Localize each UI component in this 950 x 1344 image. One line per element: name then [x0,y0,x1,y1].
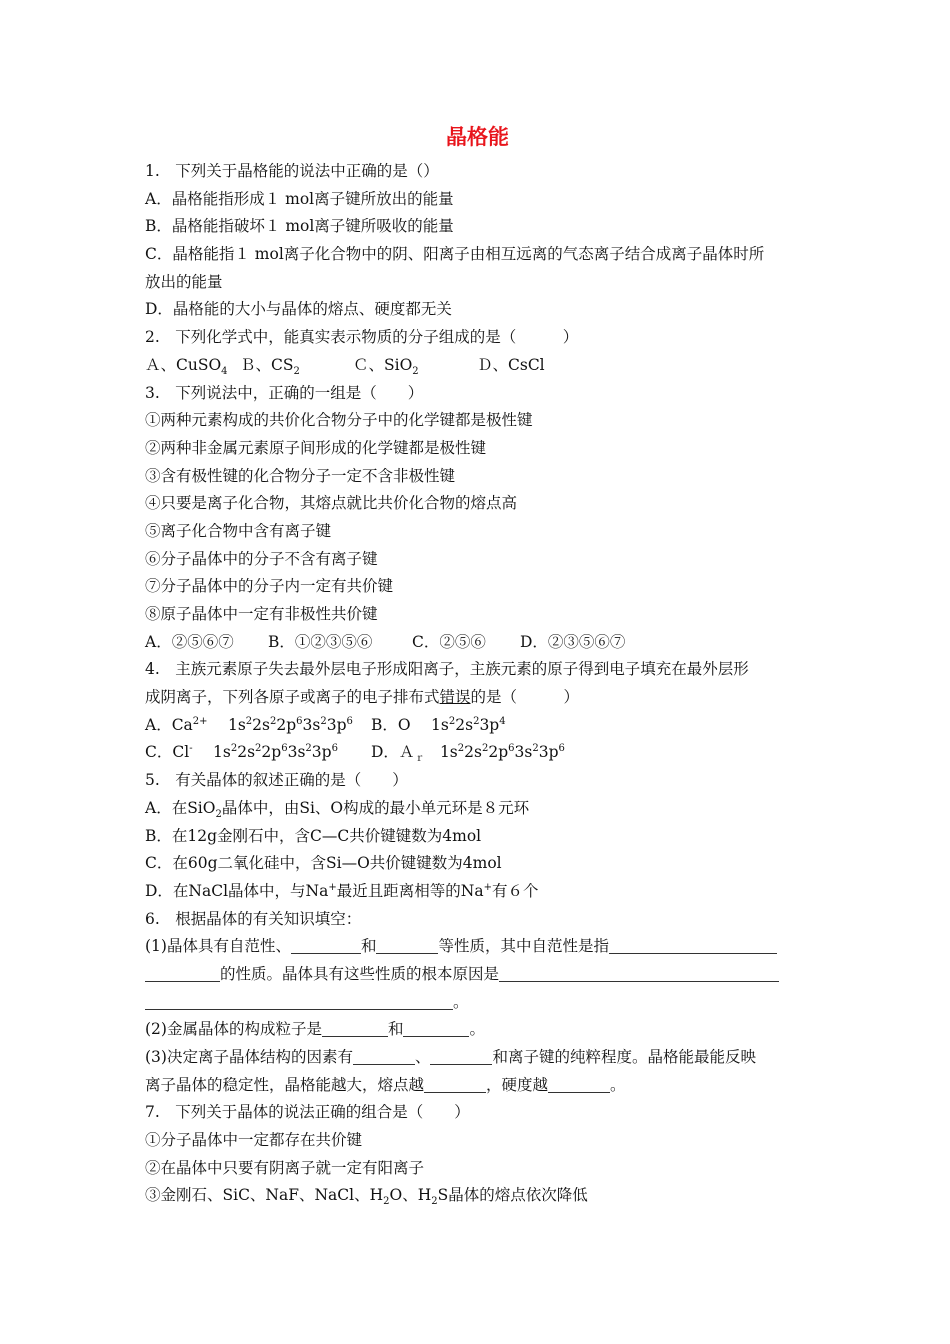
q6-blank-2[interactable] [376,937,438,954]
q1-stem: 1. 下列关于晶格能的说法中正确的是（） [145,162,439,180]
q6-blank-10[interactable] [548,1076,610,1093]
q4-stem-line1: 4. 主族元素原子失去最外层电子形成阳离子，主族元素的原子得到电子填充在最外层形 [145,660,749,679]
q2-option-b: Ｂ、$CS_2$ [240,355,300,377]
q3-statement-8: ⑧原子晶体中一定有非极性共价键 [145,605,378,623]
q6-blank-6[interactable] [403,1020,469,1037]
q5-option-c: C．在60g二氧化硅中，含Si—O共价键键数为4mol [145,854,502,873]
q5-option-d: D．在NaCl晶体中，与Na+最近且距离相等的Na+有６个 [145,881,539,900]
q6-part2: (2)金属晶体的构成粒子是 和 。 [145,1020,485,1039]
q6-blank-8[interactable] [430,1048,492,1065]
q4-option-b: B．O $1s^22s^23p^4$ [371,715,506,734]
q1-option-a: A．晶格能指形成１ mol离子键所放出的能量 [145,189,454,208]
page-title: 晶格能 [446,125,509,149]
q6-blank-7[interactable] [353,1048,415,1065]
q7-statement-1: ①分子晶体中一定都存在共价键 [145,1131,363,1150]
q3-statement-7: ⑦分子晶体中的分子内一定有共价键 [145,577,394,596]
q6-blank-3[interactable] [609,937,777,954]
q2-option-c: Ｃ、SiO$_2$ [353,355,419,377]
q2-option-d: Ｄ、CsCl [477,355,545,374]
q6-blank-3-cont[interactable] [145,965,220,982]
q7-statement-2: ②在晶体中只要有阴离子就一定有阳离子 [145,1158,425,1177]
q5-stem: 5. 有关晶体的叙述正确的是（ ） [145,771,408,790]
q1-option-d: D．晶格能的大小与晶体的熔点、硬度都无关 [145,300,452,319]
q6-part1-line2: 的性质。晶体具有这些性质的根本原因是 [145,961,810,989]
q6-blank-4-cont[interactable] [145,993,453,1010]
q3-statement-6: ⑥分子晶体中的分子不含有离子键 [145,549,378,568]
q3-statement-3: ③含有极性键的化合物分子一定不含非极性键 [145,466,456,485]
q3-option-d: D．②③⑤⑥⑦ [520,632,626,651]
q2-options [145,352,810,380]
q4-option-c: C．Cl- $1s^22s^22p^63s^23p^6$ [145,743,338,762]
q5-option-b: B．在12g金刚石中，含C—C共价键键数为4mol [145,826,482,845]
q4-option-d: D．Ａ$_r$ $1s^22s^22p^63s^23p^6$ [371,743,565,765]
q7-stem: 7. 下列关于晶体的说法正确的组合是（ ） [145,1103,470,1122]
q6-blank-9[interactable] [424,1076,486,1093]
q6-blank-5[interactable] [322,1020,388,1037]
q6-part1-line3: 。 [145,989,810,1017]
q2-stem: 2. 下列化学式中，能真实表示物质的分子组成的是（ ） [145,328,579,347]
q3-stem: 3. 下列说法中，正确的一组是（ ） [145,383,424,402]
q4-option-a: A．$Ca^{2+}$ $1s^22s^22p^63s^23p^6$ [145,715,353,734]
q4-options-cd [145,739,810,767]
q3-statement-1: ①两种元素构成的共价化合物分子中的化学键都是极性键 [145,411,533,430]
q3-options [145,629,810,657]
q4-stem-line2: 成阴离子，下列各原子或离子的电子排布式错误的是（ ） [145,688,580,707]
q6-part3-line1: (3)决定离子晶体结构的因素有 、 和离子键的纯粹程度。晶格能最能反映 [145,1048,756,1066]
q6-part1-line1: (1)晶体具有自范性、 和 等性质，其中自范性是指 [145,933,810,961]
q6-stem: 6. 根据晶体的有关知识填空： [145,909,362,928]
q3-statement-4: ④只要是离子化合物，其熔点就比共价化合物的熔点高 [145,494,518,513]
q1-option-b: B．晶格能指破坏１ mol离子键所吸收的能量 [145,217,454,236]
q3-statement-2: ②两种非金属元素原子间形成的化学键都是极性键 [145,438,487,457]
q3-statement-5: ⑤离子化合物中含有离子键 [145,521,332,540]
q6-blank-1[interactable] [291,937,361,954]
q6-part3-line2: 离子晶体的稳定性，晶格能越大，熔点越 ，硬度越 。 [145,1075,626,1094]
q3-option-c: C．②⑤⑥ [412,632,486,651]
q6-blank-4[interactable] [499,965,779,982]
q4-emphasis-wrong: 错误 [439,688,471,707]
q7-statement-3: ③金刚石、SiC、NaF、NaCl、$H_2O$、$H_2S$晶体的熔点依次降低 [145,1186,588,1208]
q1-option-c-line1: C．晶格能指１ mol离子化合物中的阴、阳离子由相互远离的气态离子结合成离子晶体时所 [145,245,765,264]
q3-option-a: A．②⑤⑥⑦ [145,632,234,651]
q2-option-a: Ａ、CuSO$_4$ [145,355,228,377]
q3-option-b: B．①②③⑤⑥ [268,632,373,651]
q1-option-c-line2: 放出的能量 [145,272,223,291]
q5-option-a: A．在SiO$_2$晶体中，由Si、O构成的最小单元环是８元环 [145,798,530,820]
q4-options-ab [145,712,810,740]
